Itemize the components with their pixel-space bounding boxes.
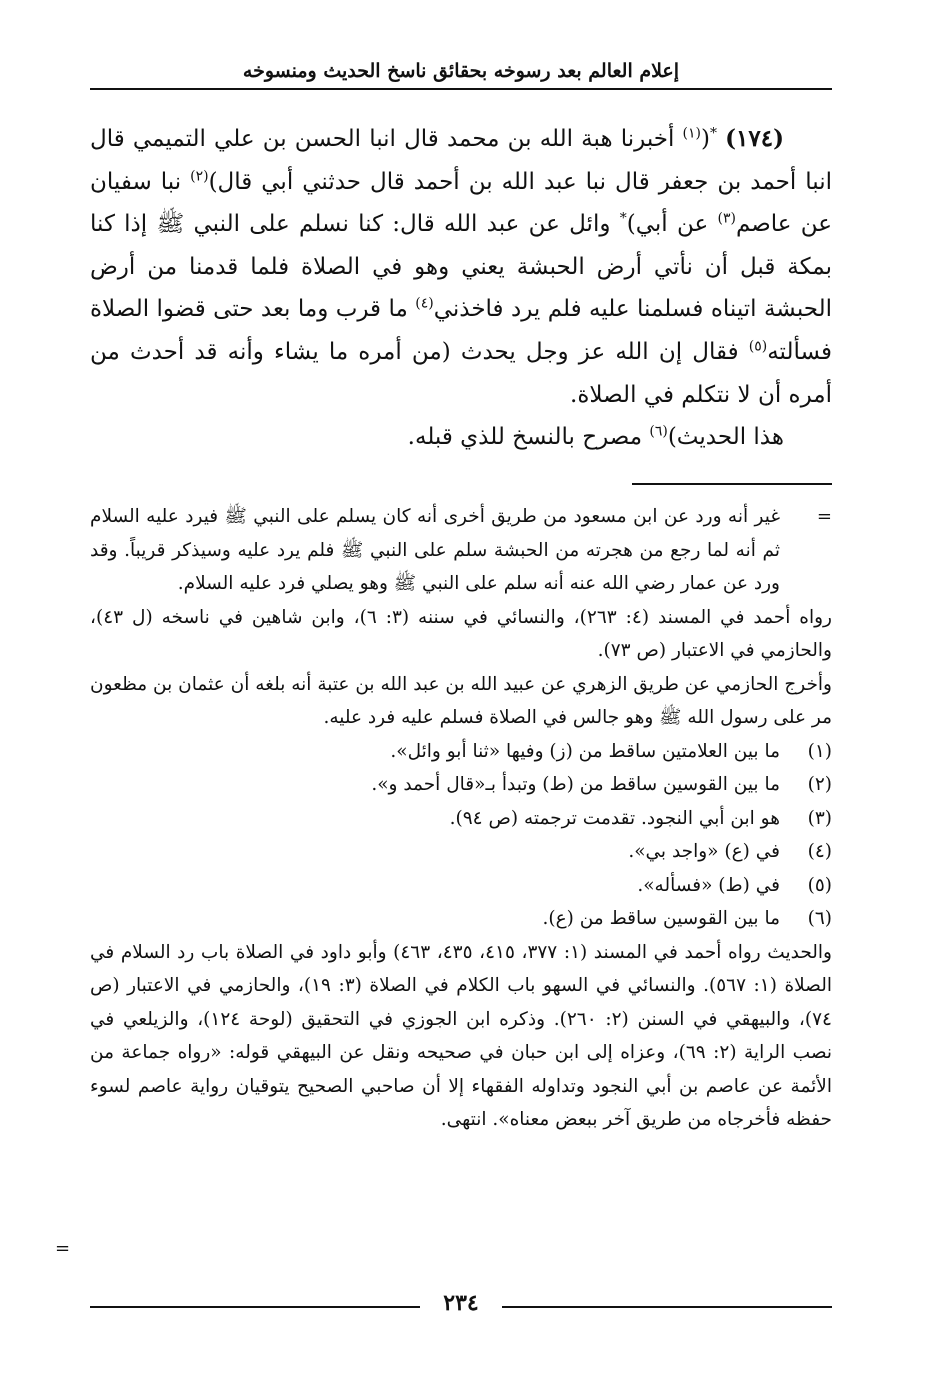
footnote-item: [90, 768, 832, 802]
hadith-text-c: عن أبي): [626, 211, 709, 238]
hadith-text-b: نبا سفيان عن عاصم: [90, 168, 833, 238]
continuation-text-2: رواه أحمد في المسند (٤: ٢٦٣)، والنسائي في سننه (٣: ٦)، وابن شاهين في ناسخه (ل ٤٣)، والحازمي في الاعتبار (ص ٧٣).: [90, 606, 832, 661]
hadith-text-f: فقال إن الله عز وجل يحدث (من أمره ما يشاء وأنه قد أحدث من أمره أن لا نتكلم في الصلاة.: [90, 338, 832, 408]
footnote-separator: [632, 483, 832, 485]
footnote-number: (٢): [807, 774, 832, 795]
comment-text-a: هذا الحديث): [667, 424, 784, 451]
footnote-ref-1: (١): [682, 125, 702, 142]
footer-rule-right: [502, 1306, 832, 1308]
running-header: إعلام العالم بعد رسوخه بحقائق ناسخ الحديث ومنسوخه: [242, 60, 680, 82]
hadith-number: (١٧٤): [725, 125, 784, 152]
footnote-ref-5: (٥): [748, 338, 768, 355]
page-footer: [90, 1290, 832, 1318]
footnote-item: [90, 902, 832, 936]
footnote-item: [90, 869, 832, 903]
header-rule: [90, 88, 832, 90]
footnote-number: (٣): [807, 807, 832, 829]
footnote-number: (٦): [807, 908, 832, 929]
comment-paragraph: [90, 416, 832, 459]
footnote-text: ما بين القوسين ساقط من (ع).: [542, 908, 780, 929]
hadith-text-a: أخبرنا هبة الله بن محمد قال انبا الحسن بن علي التميمي قال انبا أحمد بن جعفر قال نبا عبد الله بن أحمد قال حدثني أبي قال): [90, 126, 832, 195]
footnote-ref-6: (٦): [649, 423, 668, 440]
footnote-ref-3: (٣): [717, 210, 736, 227]
open-paren: (: [701, 126, 710, 152]
hadith-paragraph: [90, 118, 832, 416]
footnote-number: (١): [807, 740, 832, 762]
hadith-text-d: وائل عن عبد الله قال: كنا نسلم على النبي ﷺ إذا كنا بمكة قبل أن نأتي أرض الحبشة يعني وهو في الصلاة فلما قدمنا من أرض الحبشة اتيناه فسلمنا عليه فلم يرد فاخذني: [90, 211, 833, 323]
footnote-item: [90, 835, 832, 869]
comment-text-b: مصرح بالنسخ للذي قبله.: [407, 424, 643, 451]
footnote-text: في (ط) «فسأله».: [637, 874, 780, 896]
footnote-ref-2: (٢): [190, 167, 209, 184]
footnote-ref-4: (٤): [415, 295, 434, 312]
footnote-6-continuation: والحديث رواه أحمد في المسند (١: ٣٧٧، ٤١٥، ٤٣٥، ٤٦٣) وأبو داود في الصلاة باب رد السلام في الصلاة (١: ٥٦٧). والنسائي في السهو باب الكلام في الصلاة (٣: ١٩)، والحازمي في الاعتبار (ص ٧٤)، والبيهقي في السنن (٢: ٢٦٠). وذكره ابن الجوزي في التحقيق (لوحة ١٢٤)، والزيلعي في نصب الراية (٢: ٦٩)، وعزاه إلى ابن حبان في صحيحه ونقل عن البيهقي قوله: «رواه جماعة من الأئمة عن عاصم بن أبي النجود وتداوله الفقهاء إلا أن صاحبي الصحيح يتوقيان رواية عاصم لسوء حفظه فأخرجاه من طريق آخر ببعض معناه». انتهى.: [90, 941, 833, 1130]
continuation-text-3: وأخرج الحازمي عن طريق الزهري عن عبيد الله بن عبد الله بن عتبة أنه بلغه أن عثمان بن مظعون مر على رسول الله ﷺ وهو جالس في الصلاة فسلم عليه فرد عليه.: [90, 673, 832, 728]
page-number: ٢٣٤: [443, 1290, 479, 1316]
footnote-number: (٥): [807, 874, 832, 896]
footnote-text: في (ع) «واجد بي».: [628, 841, 780, 862]
footnote-text: ما بين القوسين ساقط من (ط) وتبدأ بـ«قال أحمد و».: [371, 774, 780, 795]
star-mark-2: *: [619, 210, 627, 227]
footnote-number: (٤): [807, 841, 832, 862]
footnote-text: هو ابن أبي النجود. تقدمت ترجمته (ص ٩٤).: [449, 807, 780, 829]
continuation-mark: =: [816, 506, 832, 527]
continues-mark: =: [55, 1238, 71, 1259]
footnotes: [90, 500, 832, 1137]
footer-rule-left: [90, 1306, 420, 1308]
footnote-continuation: [90, 500, 832, 601]
footnote-item: [90, 735, 832, 769]
main-text: [90, 118, 832, 459]
hadith-text-e: ما قرب وما بعد حتى قضوا الصلاة فسألته: [90, 296, 832, 365]
continuation-text-1: غير أنه ورد عن ابن مسعود من طريق أخرى أنه كان يسلم على النبي ﷺ فيرد عليه السلام ثم أنه لما رجع من هجرته من الحبشة سلم على النبي ﷺ فلم يرد عليه وسيذكر قريباً. وقد ورد عن عمار رضي الله عنه أنه سلم على النبي ﷺ وهو يصلي فرد عليه السلام.: [90, 506, 780, 594]
star-mark: *: [710, 125, 717, 142]
footnote-text: ما بين العلامتين ساقط من (ز) وفيها «ثنا أبو وائل».: [390, 740, 780, 762]
footnote-item: [90, 802, 832, 836]
